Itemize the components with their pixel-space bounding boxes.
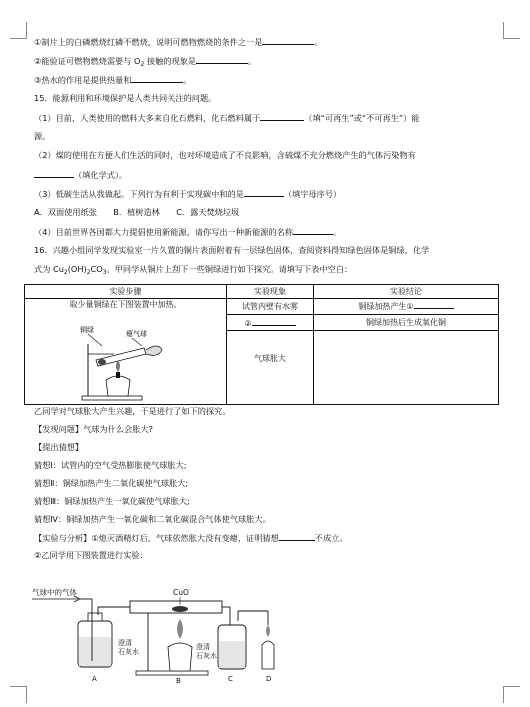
- line-text: 源。: [34, 131, 51, 141]
- label-a: A: [92, 675, 97, 683]
- line-text: 【发现问题】气球为什么会胀大?: [34, 424, 153, 434]
- text-line: [34, 112, 518, 124]
- line-text: 猜想Ⅱ：铜绿加热产生二氧化碳使气球胀大;: [34, 478, 189, 488]
- text-line: [34, 150, 518, 161]
- line-text: 【提出猜想】: [34, 442, 84, 452]
- line-text: （3）低碳生活从我做起。下列行为有利于实现碳中和的是: [34, 189, 244, 199]
- text-line: [34, 442, 518, 453]
- text-line: [34, 478, 518, 489]
- subscript: 2: [86, 269, 91, 276]
- table-phenomenon-2: ②: [227, 314, 314, 330]
- table-header-step: 实验步骤: [25, 285, 227, 299]
- text-line: [34, 496, 518, 507]
- label-limewater-c: 澄清石灰水: [196, 643, 217, 660]
- line-text: （填“可再生”或“不可再生”）能: [304, 113, 420, 123]
- label-cuo: CuO: [173, 588, 189, 597]
- text-line: [34, 55, 518, 70]
- table-header-phenomenon: 实验现象: [227, 285, 314, 299]
- text-line: [34, 131, 518, 142]
- line-text: ①制片上的白磷燃烧红磷不燃烧，说明可燃物燃烧的条件之一是: [34, 37, 263, 47]
- table-conclusion-1: 铜绿加热产生①: [314, 299, 499, 315]
- label-b: B: [176, 677, 181, 685]
- line-text: 猜想Ⅳ：铜绿加热产生一氧化碳和二氧化碳混合气体使气球胀大。: [34, 514, 271, 524]
- text-line: [34, 460, 518, 471]
- line-text: 。: [248, 56, 257, 66]
- gas-test-apparatus-figure: [30, 585, 290, 685]
- answer-blank-1[interactable]: [414, 300, 454, 309]
- answer-blank-2[interactable]: [252, 317, 296, 326]
- line-text: （填字母序号）: [283, 189, 342, 199]
- text-line: [34, 532, 518, 544]
- corner-mark-top-left: [10, 22, 27, 39]
- line-text: ②能验证可燃物燃烧需要与 O: [34, 56, 141, 66]
- text-line: [34, 264, 518, 278]
- table-conclusion-2: 铜绿加热后生成氧化铜: [314, 314, 499, 330]
- line-text: 猜想Ⅲ：铜绿加热产生一氧化碳使气球胀大;: [34, 496, 190, 506]
- subscript: 2: [63, 269, 68, 276]
- label-limewater-a: 澄清石灰水: [118, 639, 139, 656]
- answer-blank[interactable]: [34, 169, 74, 178]
- line-text: CO: [90, 264, 103, 274]
- label-balloon-gas: 气球中的气体: [32, 588, 77, 597]
- table-phenomenon-1: 试管内壁有水雾: [227, 299, 314, 315]
- table-step-cell: [25, 299, 227, 405]
- line-text: （填化学式）。: [74, 170, 128, 180]
- line-text: 接触的现象是: [144, 56, 197, 66]
- text-line: [34, 36, 518, 48]
- line-text: 16．兴趣小组同学发现实验室一片久置的铜片表面附着有一层绿色固体，查阅资料得知绿色固体是铜绿，化学: [34, 245, 430, 255]
- line-text: 【实验与分析】①熄灭酒精灯后，气球依然胀大没有变瘪，证明猜想: [34, 533, 279, 543]
- label-deflated-balloon: 瘪气球: [125, 330, 147, 338]
- table-conclusion-3: [314, 330, 499, 404]
- line-text: 。甲同学从铜片上刮下一些铜绿进行如下探究。请填写下表中空白：: [106, 264, 353, 274]
- answer-blank[interactable]: [131, 74, 183, 83]
- table-phenomenon-3: 气球胀大: [227, 330, 314, 404]
- text-line: [34, 245, 518, 256]
- text-line: [34, 406, 518, 417]
- subscript: 2: [140, 61, 145, 68]
- subscript: 3: [102, 269, 107, 276]
- text-line: [34, 74, 518, 86]
- text-line: [34, 207, 518, 218]
- line-text: 猜想Ⅰ：试管内的空气受热膨胀使气球胀大;: [34, 460, 187, 470]
- text-line: [34, 550, 518, 561]
- answer-blank[interactable]: [244, 188, 284, 197]
- line-text: （1）目前，人类使用的燃料大多来自化石燃料，化石燃料属于: [34, 113, 261, 123]
- text-line: [34, 424, 518, 435]
- line-text: ②乙同学用下图装置进行实验：: [34, 550, 148, 560]
- text-line: [34, 188, 518, 200]
- table-step-text: 取少量铜绿在下图装置中加热。: [69, 300, 182, 309]
- line-text: 。: [314, 37, 323, 47]
- heating-apparatus-figure: [66, 314, 186, 404]
- answer-blank[interactable]: [196, 55, 248, 64]
- corner-mark-bottom-left: [10, 686, 27, 703]
- answer-blank[interactable]: [260, 112, 304, 121]
- line-text: 。: [333, 227, 342, 237]
- answer-blank[interactable]: [293, 226, 333, 235]
- label-copper-green: 铜绿: [79, 326, 94, 334]
- text-line: [34, 169, 518, 181]
- line-text: 15．能源利用和环境保护是人类共同关注的问题。: [34, 93, 217, 103]
- answer-blank[interactable]: [279, 532, 315, 541]
- line-text: (OH): [67, 264, 87, 274]
- line-text: （4）目前世界各国都大力提倡使用新能源，请你写出一种新能源的名称: [34, 227, 294, 237]
- corner-mark-bottom-right: [503, 686, 520, 703]
- line-text: ③热水的作用是提供热量和: [34, 75, 132, 85]
- table-header-conclusion: 实验结论: [314, 285, 499, 299]
- line-text: A．双面使用纸张 B．植树造林 C．露天焚烧垃圾: [34, 207, 240, 217]
- label-c: C: [228, 675, 233, 683]
- label-d: D: [266, 675, 272, 683]
- line-text: 不成立。: [314, 533, 348, 543]
- line-text: （2）煤的使用在方便人们生活的同时，也对环境造成了不良影响，含硫煤不充分燃烧产生的气体污染物有: [34, 150, 416, 160]
- answer-blank[interactable]: [262, 36, 314, 45]
- experiment-table: [24, 284, 499, 405]
- line-text: 乙同学对气球胀大产生兴趣，于是进行了如下的探究。: [34, 406, 231, 416]
- line-text: 式为 Cu: [34, 264, 64, 274]
- text-line: [34, 93, 518, 104]
- text-line: [34, 514, 518, 525]
- line-text: 。: [183, 75, 192, 85]
- text-line: [34, 226, 518, 238]
